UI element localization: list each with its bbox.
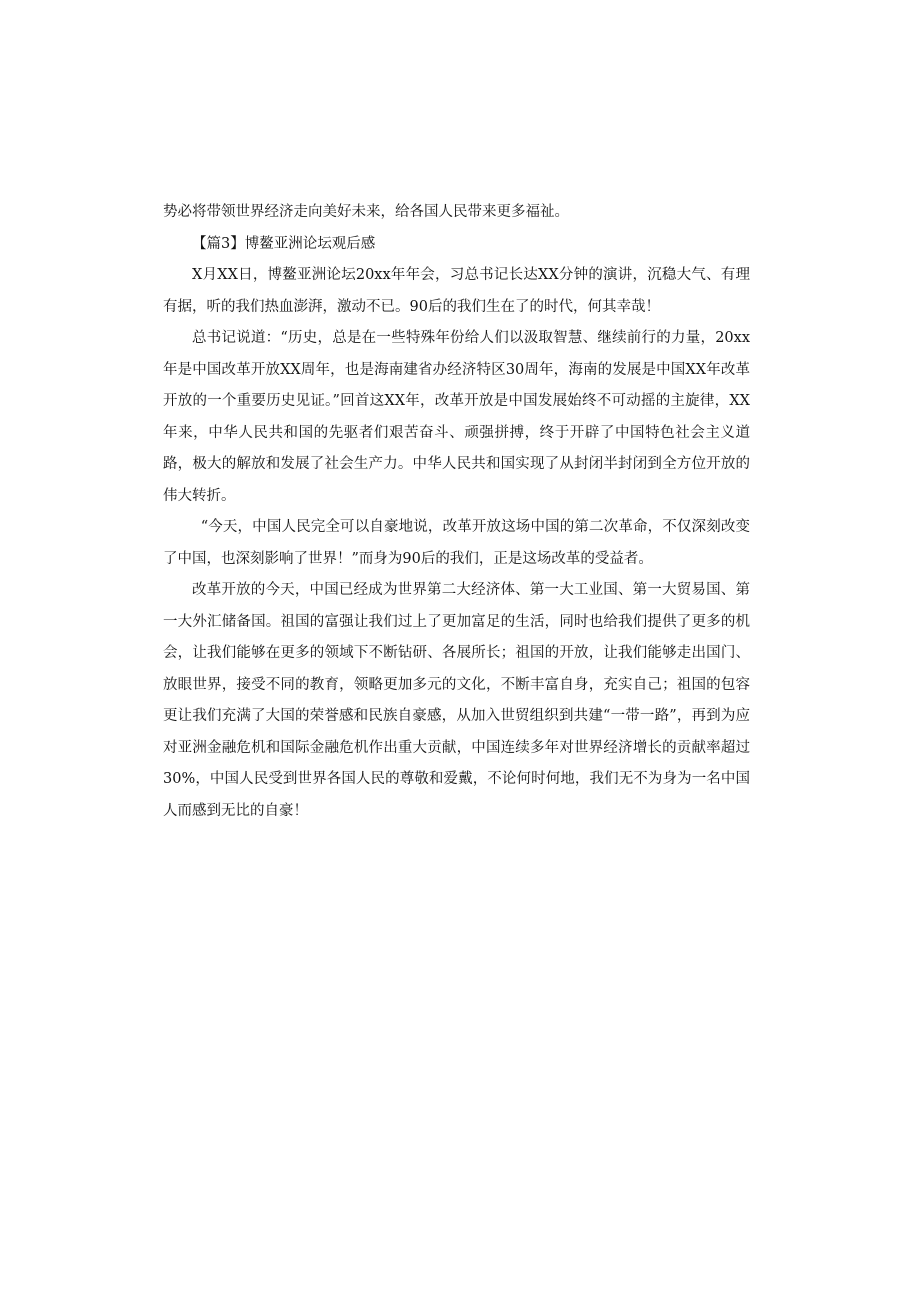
paragraph-4: 改革开放的今天，中国已经成为世界第二大经济体、第一大工业国、第一大贸易国、第一大外汇储备国。祖国的富强让我们过上了更加富足的生活，同时也给我们提供了更多的机会，让我们能够在更多的领域下不断钻研、各展所长；祖国的开放，让我们能够走出国门、放眼世界，接受不同的教育，领略更加多元的文化，不断丰富自身，充实自己；祖国的包容更让我们充满了大国的荣誉感和民族自豪感，从加入世贸组织到共建“一带一路”，再到为应对亚洲金融危机和国际金融危机作出重大贡献，中国连续多年对世界经济增长的贡献率超过30%，中国人民受到世界各国人民的尊敬和爱戴，不论何时何地，我们无不为身为一名中国人而感到无比的自豪！: [163, 582, 750, 819]
section-heading: 【篇3】博鳌亚洲论坛观后感: [192, 235, 376, 252]
continuation-line: 势必将带领世界经济走向美好未来，给各国人民带来更多福祉。: [163, 204, 569, 220]
paragraph-3: “今天，中国人民完全可以自豪地说，改革开放这场中国的第二次革命，不仅深刻改变了中国，也深刻影响了世界！”而身为90后的我们，正是这场改革的受益者。: [163, 519, 750, 567]
paragraph-2: 总书记说道：“历史，总是在一些特殊年份给人们以汲取智慧、继续前行的力量，20xx年是中国改革开放XX周年，也是海南建省办经济特区30周年，海南的发展是中国XX年改革开放的一个重要历史见证。”回首这XX年，改革开放是中国发展始终不可动摇的主旋律，XX年来，中华人民共和国的先驱者们艰苦奋斗、顽强拼搏，终于开辟了中国特色社会主义道路，极大的解放和发展了社会生产力。中华人民共和国实现了从封闭半封闭到全方位开放的伟大转折。: [163, 330, 750, 504]
document-body: [163, 197, 750, 827]
paragraph-1: X月XX日，博鳌亚洲论坛20xx年年会，习总书记长达XX分钟的演讲，沉稳大气、有理有据，听的我们热血澎湃，激动不已。90后的我们生在了的时代，何其幸哉！: [163, 267, 750, 315]
